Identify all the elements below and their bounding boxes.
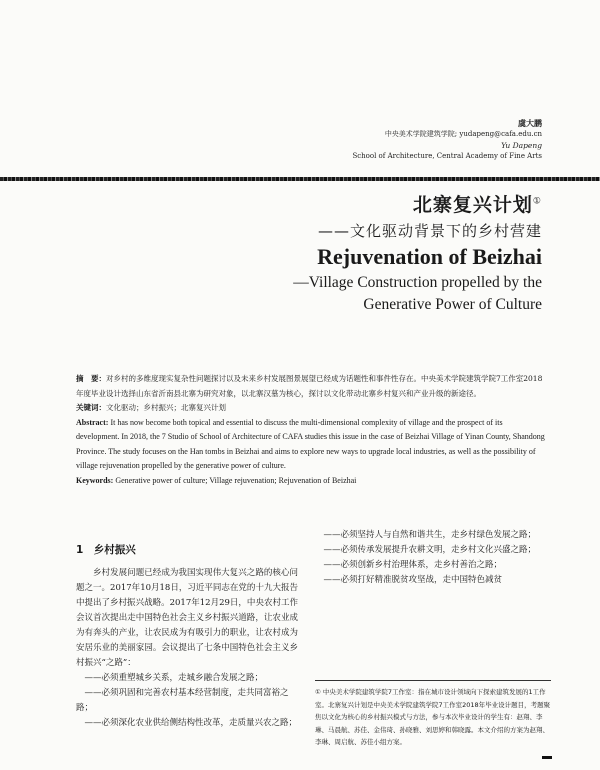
author-info xyxy=(352,118,542,162)
footnote-marker: ① xyxy=(532,196,542,207)
subtitle-en-line1: —Village Construction propelled by the xyxy=(293,274,542,291)
right-column xyxy=(315,528,551,588)
subtitle-cn: ——文化驱动背景下的乡村营建 xyxy=(317,222,542,240)
left-column xyxy=(76,543,298,731)
abstract-cn xyxy=(76,372,546,401)
header-rule xyxy=(0,177,600,181)
subtitle-en-line2: Generative Power of Culture xyxy=(363,296,542,313)
page-mark xyxy=(542,756,552,759)
keywords-cn-text: 文化驱动；乡村振兴；北寨复兴计划 xyxy=(106,403,226,412)
keywords-en xyxy=(76,474,546,489)
keywords-cn xyxy=(76,401,546,416)
subtitle-en xyxy=(293,272,542,316)
abstract-block xyxy=(76,372,546,488)
abstract-cn-text: 对乡村的多维度现实复杂性问题探讨以及未来乡村发展图景展望已经成为话题性和事件性存在。中央美术学院建筑学院7工作室2018年度毕业设计选择山东省沂南县北寨为研究对象，以北寨汉墓为核心，探讨以文化带动北寨乡村复兴和产业升级的新途径。 xyxy=(76,374,543,398)
footnote-rule xyxy=(315,680,551,681)
list-item: ——必须重塑城乡关系，走城乡融合发展之路； xyxy=(84,673,264,683)
keywords-en-label: Keywords: xyxy=(76,475,114,485)
abstract-en-label: Abstract: xyxy=(76,417,109,427)
section-paragraph: 乡村发展问题已经成为我国实现伟大复兴之路的核心问题之一。2017年10月18日，习近平同志在党的十九大报告中提出了乡村振兴战略。2017年12月29日，中央农村工作会议首次提出走中国特色社会主义乡村振兴道路，让农业成为有奔头的产业，让农民成为有吸引力的职业，让农村成为安居乐业的美丽家园。会议提出了七条中国特色社会主义乡村振兴“之路”： xyxy=(76,568,298,668)
abstract-en xyxy=(76,416,546,474)
section-heading: 1 乡村振兴 xyxy=(76,544,136,556)
keywords-en-text: Generative power of culture; Village rejuvenation; Rejuvenation of Beizhai xyxy=(115,475,357,485)
list-item: ——必须深化农业供给侧结构性改革，走质量兴农之路； xyxy=(84,718,298,728)
author-name-cn: 虞大鹏 xyxy=(518,118,542,128)
author-name-en: Yu Dapeng xyxy=(501,141,542,150)
title-cn xyxy=(413,190,542,217)
abstract-en-text: It has now become both topical and essential to discuss the multi-dimensional complexity of village and the prospect of its development. In 2018, the 7 Studio of School of Architecture of CAFA studies this issue in the case of Beizhai Village of Yinan County, Shandong Province. The study focuses on the Han tombs in Beizhai and aims to explore new ways to upgrade local industries, as well as the possibility of village rejuvenation propelled by the generative power of culture. xyxy=(76,417,545,470)
author-email: 中央美术学院建筑学院; yudapeng@cafa.edu.cn xyxy=(384,130,542,138)
footnote: ① 中央美术学院建筑学院7工作室：指在城市设计领域向下探索建筑发展的1工作室。北寨复兴计划是中央美术学院建筑学院7工作室2018年毕业设计题目，考题聚焦以文化为核心的乡村振兴模式与方法，参与本次毕业设计的学生有：赵翔、李琳、马晨航、苏佳、金伟琦、孙晓雅、刘思婷和韩晓露。本文介绍的方案为赵翔、李琳、周启航、苏佳小组方案。 xyxy=(315,688,551,746)
author-affiliation: School of Architecture, Central Academy of Fine Arts xyxy=(352,152,542,160)
list-item: ——必须传承发展提升农耕文明，走乡村文化兴盛之路； xyxy=(323,545,537,555)
list-item: ——必须创新乡村治理体系，走乡村善治之路； xyxy=(323,560,503,570)
list-item: ——必须坚持人与自然和谐共生，走乡村绿色发展之路； xyxy=(323,530,537,540)
title-cn-text: 北寨复兴计划 xyxy=(412,194,533,216)
title-en: Rejuvenation of Beizhai xyxy=(317,244,542,269)
abstract-cn-label: 摘 要： xyxy=(76,374,106,383)
list-item: ——必须打好精准脱贫攻坚战，走中国特色减贫 xyxy=(323,575,503,585)
keywords-cn-label: 关键词： xyxy=(76,403,106,412)
list-item: ——必须巩固和完善农村基本经营制度，走共同富裕之路； xyxy=(76,688,289,713)
